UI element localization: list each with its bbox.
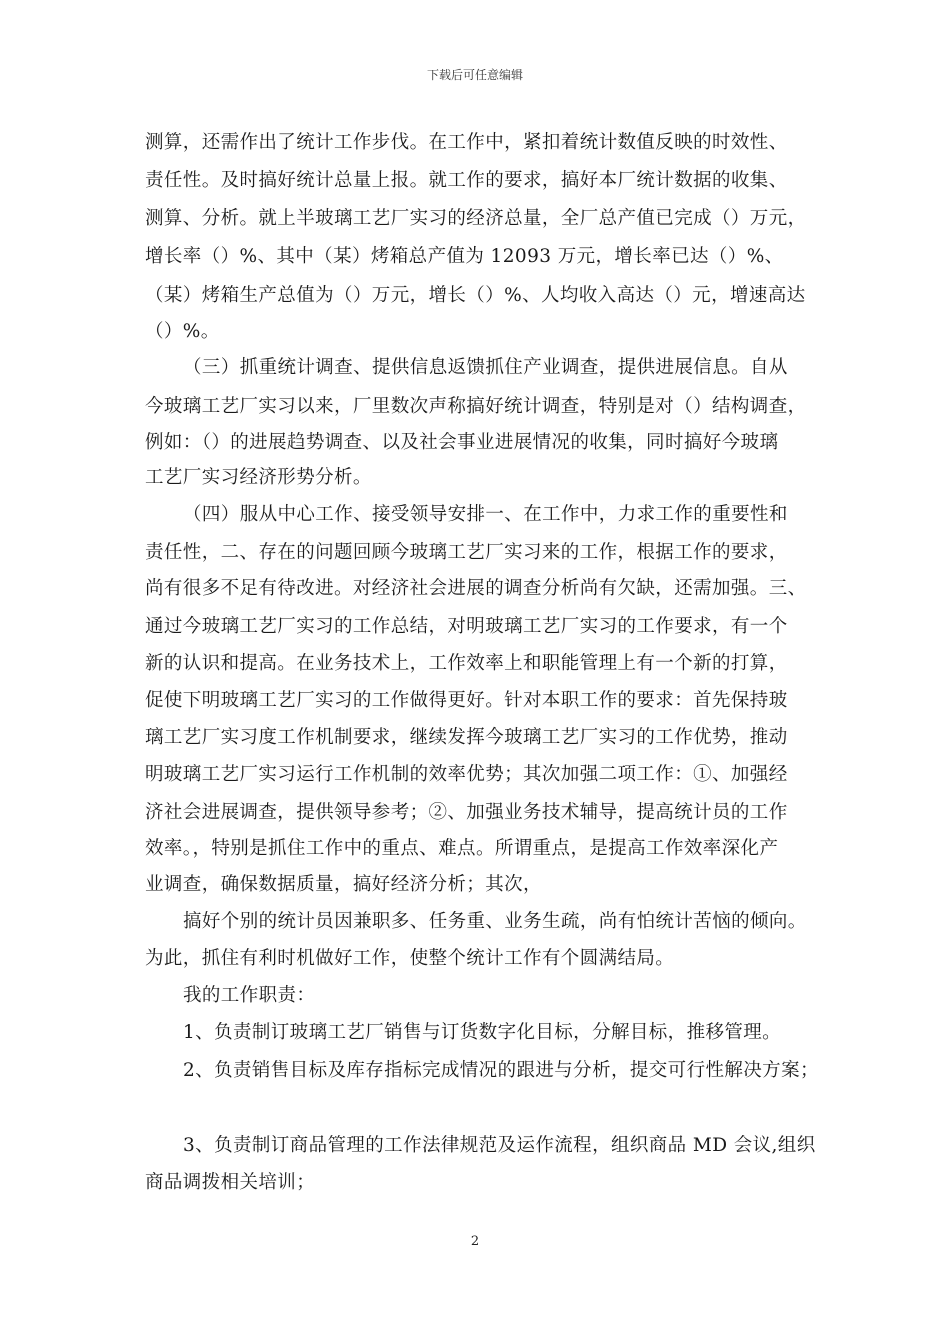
text-line: 商品调拨相关培训； [145, 1172, 316, 1193]
text-line: 今玻璃工艺厂实习以来，厂里数次声称搞好统计调查，特别是对（）结构调查， [145, 396, 807, 417]
text-line: （）%。 [145, 321, 220, 342]
text-line: 效率。，特别是抓住工作中的重点、难点。所谓重点，是提高工作效率深化产 [145, 838, 779, 859]
duty-item: 1、负责制订玻璃工艺厂销售与订货数字化目标，分解目标，推移管理。 [183, 1022, 782, 1043]
text-line: 业调查，确保数据质量，搞好经济分析；其次， [145, 874, 542, 895]
text-line: 促使下明玻璃工艺厂实习的工作做得更好。针对本职工作的要求：首先保持玻 [145, 690, 788, 711]
duties-heading: 我的工作职责： [183, 985, 316, 1006]
page-number: 2 [470, 1234, 480, 1249]
duty-item: 2、负责销售目标及库存指标完成情况的跟进与分析，提交可行性解决方案； [183, 1060, 819, 1081]
text-line: 测算，还需作出了统计工作步伐。在工作中，紧扣着统计数值反映的时效性、 [145, 132, 788, 153]
paragraph-start-line: （四）服从中心工作、接受领导安排一、在工作中，力求工作的重要性和 [183, 504, 788, 525]
page-header-note: 下载后可任意编辑 [426, 68, 523, 82]
text-line: 责任性。及时搞好统计总量上报。就工作的要求，搞好本厂统计数据的收集、 [145, 170, 788, 191]
text-line: 通过今玻璃工艺厂实习的工作总结，对明玻璃工艺厂实习的工作要求，有一个 [145, 616, 788, 637]
text-line: 璃工艺厂实习度工作机制要求，继续发挥今玻璃工艺厂实习的工作优势，推动 [145, 727, 788, 748]
text-line: （某）烤箱生产总值为（）万元，增长（）%、人均收入高达（）元，增速高达 [145, 285, 806, 306]
text-line: 测算、分析。就上半玻璃工艺厂实习的经济总量，全厂总产值已完成（）万元， [145, 208, 807, 229]
text-line: 尚有很多不足有待改进。对经济社会进展的调查分析尚有欠缺，还需加强。三、 [145, 578, 807, 599]
text-line: 责任性，二、存在的问题回顾今玻璃工艺厂实习来的工作，根据工作的要求， [145, 542, 788, 563]
text-line: 济社会进展调查，提供领导参考；②、加强业务技术辅导，提高统计员的工作 [145, 802, 788, 823]
text-line: 增长率（）%、其中（某）烤箱总产值为 12093 万元，增长率已达（）%、 [145, 246, 784, 267]
paragraph-start-line: （三）抓重统计调查、提供信息返馈抓住产业调查，提供进展信息。自从 [183, 357, 788, 378]
text-line: 工艺厂实习经济形势分析。 [145, 467, 372, 488]
duty-item: 3、负责制订商品管理的工作法律规范及运作流程，组织商品 MD 会议,组织 [183, 1135, 816, 1156]
text-line: 例如：（）的进展趋势调查、以及社会事业进展情况的收集，同时搞好今玻璃 [145, 432, 779, 453]
paragraph-start-line: 搞好个别的统计员因兼职多、任务重、业务生疏，尚有怕统计苦恼的倾向。 [183, 911, 807, 932]
text-line: 明玻璃工艺厂实习运行工作机制的效率优势；其次加强二项工作：①、加强经 [145, 764, 788, 785]
text-line: 为此，抓住有利时机做好工作，使整个统计工作有个圆满结局。 [145, 948, 675, 969]
text-line: 新的认识和提高。在业务技术上，工作效率上和职能管理上有一个新的打算， [145, 653, 788, 674]
